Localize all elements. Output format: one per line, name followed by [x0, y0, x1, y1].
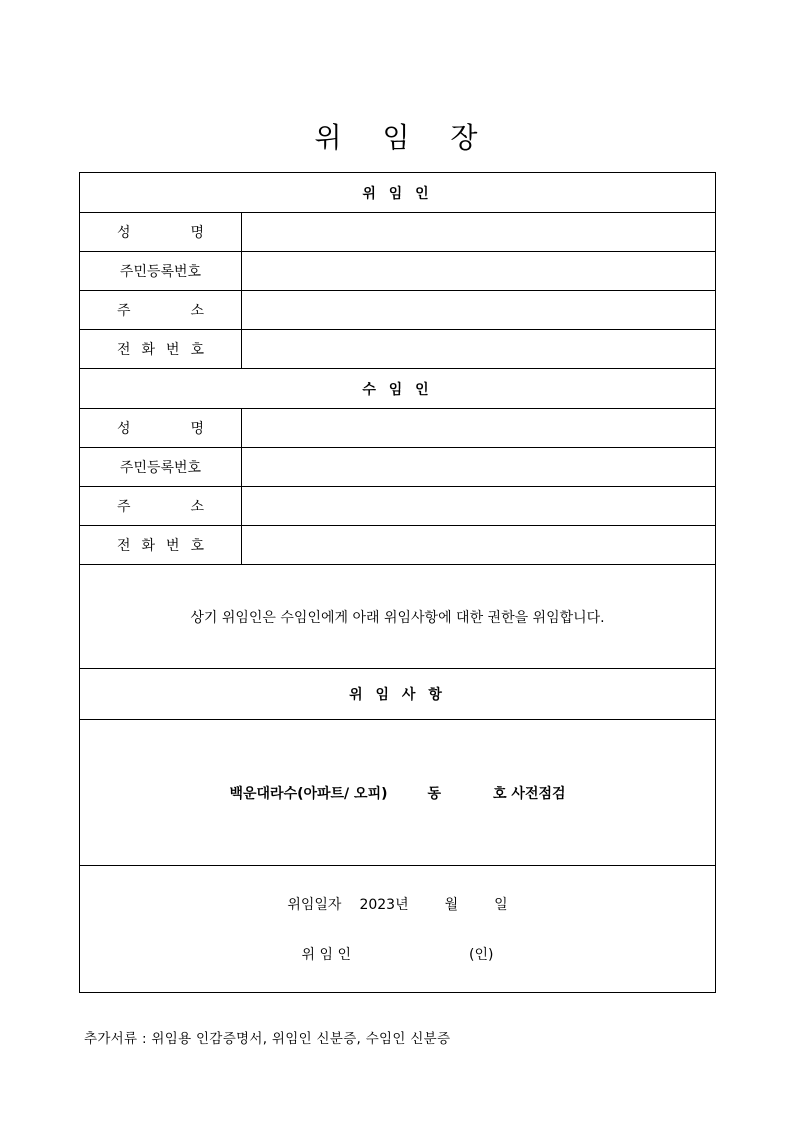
delegation-date-day: 일 [494, 897, 508, 913]
delegatee-id-label: 주민등록번호 [80, 448, 242, 487]
delegation-statement: 상기 위임인은 수임인에게 아래 위임사항에 대한 권한을 위임합니다. [80, 565, 716, 669]
delegation-date-month: 월 [444, 897, 459, 913]
delegatee-name-row [80, 409, 716, 448]
delegator-address-field[interactable] [242, 291, 716, 330]
page-title: 위 임 장 [314, 121, 479, 154]
date-signature-cell [80, 866, 716, 993]
delegatee-name-label: 성 명 [80, 409, 242, 448]
delegator-phone-field[interactable] [242, 330, 716, 369]
delegatee-address-row [80, 487, 716, 526]
delegator-phone-label: 전 화 번 호 [80, 330, 242, 369]
seal-mark[interactable]: (인) [469, 947, 494, 963]
delegatee-id-field[interactable] [242, 448, 716, 487]
delegation-date-year: 2023년 [359, 897, 409, 913]
delegatee-address-label: 주 소 [80, 487, 242, 526]
delegatee-phone-label: 전 화 번 호 [80, 526, 242, 565]
delegator-name-label: 성 명 [80, 213, 242, 252]
matters-complex-name: 백운대라수(아파트/ 오피) [229, 785, 388, 802]
signature-label: 위 임 인 [301, 947, 352, 963]
delegator-id-row [80, 252, 716, 291]
delegation-form-table [79, 172, 716, 993]
delegator-name-row [80, 213, 716, 252]
delegator-phone-row [80, 330, 716, 369]
matters-description [80, 720, 716, 866]
delegatee-address-field[interactable] [242, 487, 716, 526]
delegation-date-label: 위임일자 [287, 897, 342, 913]
signature-line [80, 944, 715, 964]
additional-documents-note: 추가서류 : 위임용 인감증명서, 위임인 신분증, 수임인 신분증 [84, 1031, 451, 1047]
delegator-id-field[interactable] [242, 252, 716, 291]
delegator-address-row [80, 291, 716, 330]
delegator-section-header: 위 임 인 [80, 173, 716, 213]
delegator-address-label: 주 소 [80, 291, 242, 330]
delegator-id-label: 주민등록번호 [80, 252, 242, 291]
delegatee-section-header: 수 임 인 [80, 369, 716, 409]
delegatee-phone-row [80, 526, 716, 565]
matters-building-label: 동 [427, 785, 442, 802]
delegatee-name-field[interactable] [242, 409, 716, 448]
matters-unit-label: 호 사전점검 [493, 785, 566, 802]
delegator-name-field[interactable] [242, 213, 716, 252]
delegatee-id-row [80, 448, 716, 487]
delegatee-phone-field[interactable] [242, 526, 716, 565]
delegation-date-line [80, 894, 715, 914]
matters-section-header: 위 임 사 항 [80, 669, 716, 720]
